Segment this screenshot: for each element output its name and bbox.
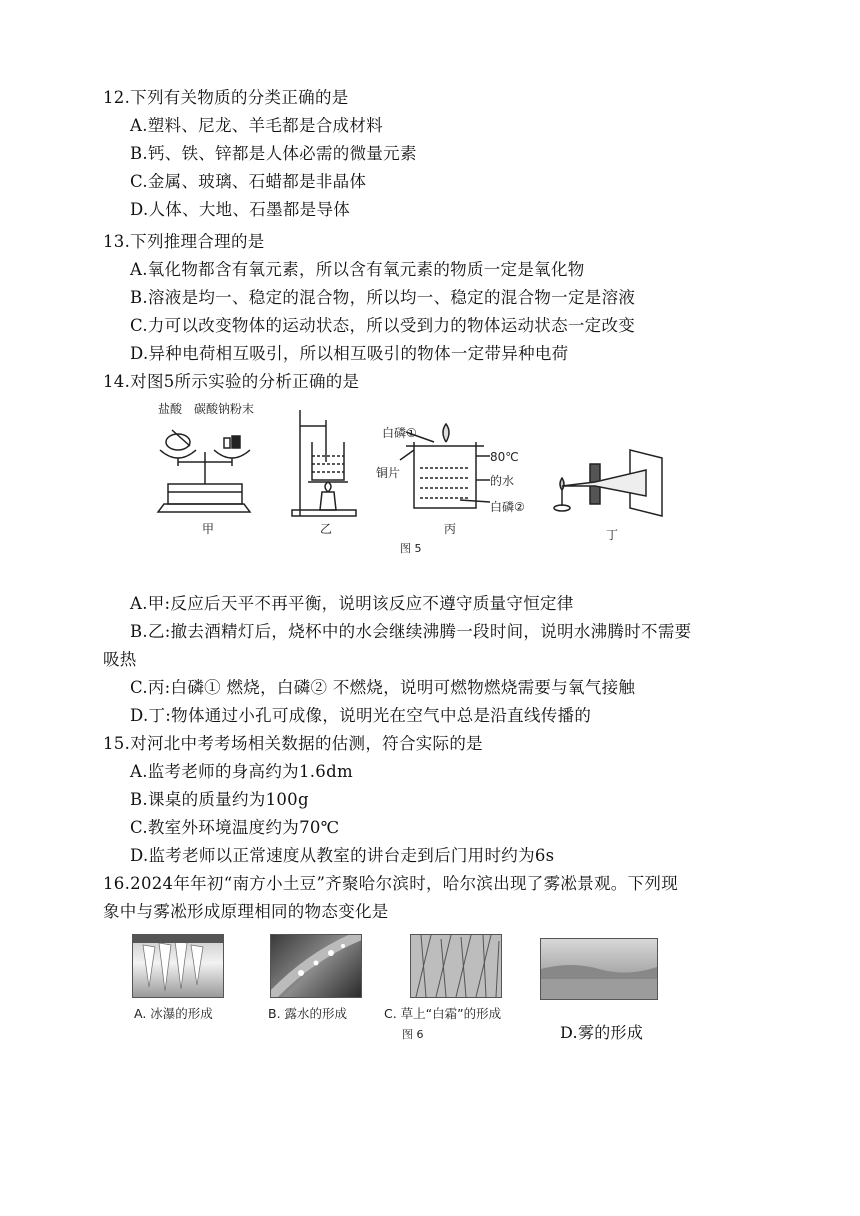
- label-ding: 丁: [606, 528, 619, 542]
- photo-fog: [540, 938, 658, 1000]
- q12-stem: 12.下列有关物质的分类正确的是: [103, 88, 349, 107]
- figure-5: [150, 400, 680, 560]
- label-jia: 甲: [202, 522, 215, 536]
- q14-option-c: C.丙:白磷① 燃烧，白磷② 不燃烧，说明可燃物燃烧需要与氧气接触: [130, 678, 636, 697]
- label-white-phosphorus-1: 白磷①: [382, 426, 417, 440]
- q15-option-b: B.课桌的质量约为100g: [130, 790, 309, 809]
- boiling-water-apparatus-icon: [290, 406, 360, 520]
- q13-option-a: A.氧化物都含有氧元素，所以含有氧元素的物质一定是氧化物: [130, 260, 585, 279]
- q13-option-c: C.力可以改变物体的运动状态，所以受到力的物体运动状态一定改变: [130, 316, 636, 335]
- label-80c: 80℃: [490, 450, 519, 464]
- q15-option-a: A.监考老师的身高约为1.6dm: [130, 762, 353, 781]
- photo-frost: [410, 934, 502, 998]
- label-bing: 丙: [444, 522, 457, 536]
- label-copper-sheet: 铜片: [376, 466, 401, 480]
- q13-stem: 13.下列推理合理的是: [103, 232, 265, 251]
- label-water: 的水: [490, 474, 515, 488]
- q13-option-b: B.溶液是均一、稳定的混合物，所以均一、稳定的混合物一定是溶液: [130, 288, 636, 307]
- q13-option-d: D.异种电荷相互吸引，所以相互吸引的物体一定带异种电荷: [130, 344, 569, 363]
- q15-option-d: D.监考老师以正常速度从教室的讲台走到后门用时约为6s: [130, 846, 555, 865]
- label-white-phosphorus-2: 白磷②: [490, 500, 525, 514]
- q15-stem: 15.对河北中考考场相关数据的估测，符合实际的是: [103, 734, 483, 753]
- q12-option-c: C.金属、玻璃、石蜡都是非晶体: [130, 172, 367, 191]
- q12-option-d: D.人体、大地、石墨都是导体: [130, 200, 351, 219]
- q16-stem: 16.2024年年初“南方小土豆”齐聚哈尔滨时，哈尔滨出现了雾凇景观。下列现: [103, 874, 679, 893]
- q14-option-d: D.丁:物体通过小孔可成像，说明光在空气中总是沿直线传播的: [130, 706, 592, 725]
- label-hcl: 盐酸: [158, 402, 183, 416]
- pinhole-imaging-apparatus-icon: [550, 446, 670, 526]
- label-yi: 乙: [320, 522, 333, 536]
- q14-stem: 14.对图5所示实验的分析正确的是: [103, 372, 360, 391]
- q12-option-a: A.塑料、尼龙、羊毛都是合成材料: [130, 116, 383, 135]
- photo-caption-a: A. 冰瀑的形成: [134, 1006, 213, 1021]
- q14-option-a: A.甲:反应后天平不再平衡，说明该反应不遵守质量守恒定律: [130, 594, 574, 613]
- photo-ice-waterfall: [132, 934, 224, 998]
- figure-5-caption: 图 5: [400, 542, 422, 555]
- photo-caption-d: D.雾的形成: [560, 1023, 644, 1042]
- figure-6-caption: 图 6: [402, 1028, 424, 1041]
- q14-option-b: B.乙:撤去酒精灯后，烧杯中的水会继续沸腾一段时间，说明水沸腾时不需要: [130, 622, 692, 641]
- label-na2co3: 碳酸钠粉末: [194, 402, 255, 416]
- balance-apparatus-icon: [150, 400, 260, 520]
- q16-stem-cont: 象中与雾凇形成原理相同的物态变化是: [103, 902, 389, 921]
- q12-option-b: B.钙、铁、锌都是人体必需的微量元素: [130, 144, 417, 163]
- photo-caption-b: B. 露水的形成: [268, 1006, 348, 1021]
- q14-option-b-cont: 吸热: [103, 650, 137, 669]
- q15-option-c: C.教室外环境温度约为70℃: [130, 818, 340, 837]
- photo-dew: [270, 934, 362, 998]
- photo-caption-c: C. 草上“白霜”的形成: [384, 1006, 502, 1021]
